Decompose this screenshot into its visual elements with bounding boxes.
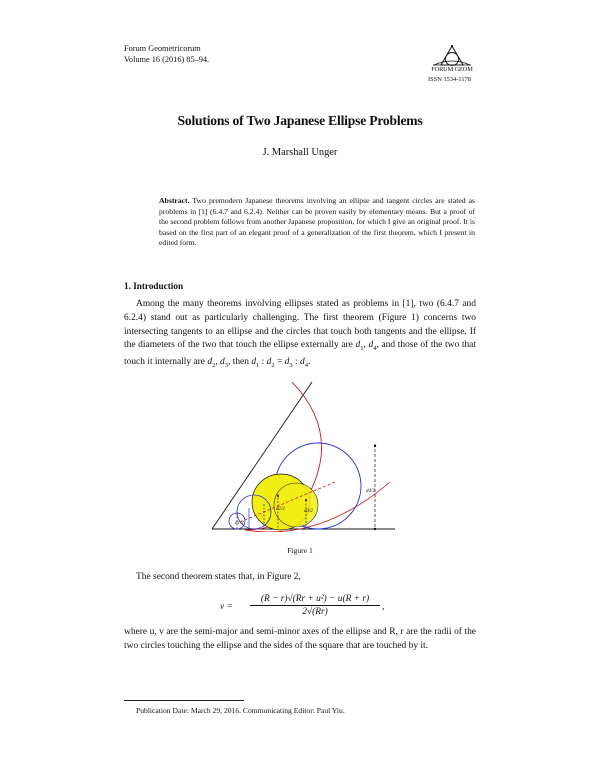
journal-name: Forum Geometricorum [124,44,201,53]
footnote-rule [124,700,244,701]
footnote: Publication Date: March 29, 2016. Communicating Editor: Paul Yiu. [136,706,345,715]
abstract-label: Abstract [159,196,188,205]
logo-text: FORUM GEOM [431,66,473,73]
abstract: Abstract. Two premodern Japanese theorems involving an ellipse and tangent circles are stated as problems in [1] (6.4.7 and 6.2.4). Neither can be proven easily by elementary means. But a proof of the second problem follows from another Japanese proposition, for which I give an original proof. It is based on the first part of an elegant proof of a generalization of the first theorem, which I present in edited form. [159,196,475,247]
abstract-text: Two premodern Japanese theorems involving an ellipse and tangent circles are stated as problems in [1] (6.4.7 and 6.2.4). Neither can be proven easily by elementary means. But a proof of the second problem follows from another Japanese proposition, for which I give an original proof. It is based on the first part of an elegant proof of a generalization of the first theorem, which I present in edited form. [159,196,475,247]
author: J. Marshall Unger [262,147,338,158]
section-heading: 1. Introduction [124,281,184,291]
label-d4: d4/2 [366,489,375,494]
yellow-circle [274,483,318,527]
intro-text: Among the many theorems involving ellipses stated as problems in [1], two (6.4.7 and 6.2.4) stand out as particularly challenging. The first theorem (Figure 1) concerns two intersecting tangents to an ellipse and the circles that touch both tangents and the ellipse. If the diameters of the two that touch the ellipse externally are [124,299,476,351]
journal-volume: Volume 16 (2016) 85–94. [124,54,210,64]
figure-caption: Figure 1 [287,546,313,555]
journal-header [124,44,209,65]
formula-denominator: 2√(Rr) [302,607,328,617]
paper-title: Solutions of Two Japanese Ellipse Problems [177,113,423,128]
second-theorem-text: The second theorem states that, in Figure 2, [136,572,301,582]
figure-1 [200,382,400,532]
label-d2: d2/2 [276,507,285,512]
issn: ISSN 1534-1178 [428,76,471,83]
formula-lhs: v = [220,602,233,612]
formula-numerator: (R − r)√(Rr + u²) − u(R + r) [250,594,380,606]
label-d3: d3/2 [304,509,313,514]
second-theorem-explanation: where u, v are the semi-major and semi-minor axes of the ellipse and R, r are the radii of the two circles touching the ellipse and the sides of the square that are touched by it. [124,627,476,651]
label-d1: d1/2 [235,521,244,526]
intro-mid: , and those of the two that touch it internally are [124,340,476,368]
intro-then: , then [228,357,249,368]
intro-paragraph: Among the many theorems involving ellipses stated as problems in [1], two (6.4.7 and 6.2.4) stand out as particularly challenging. The first theorem (Figure 1) concerns two intersecting tangents to an ellipse and the circles that touch both tangents and the ellipse. If the diameters of the two that touch the ellipse externally are $d_1$, $d_4$, and those of the two that touch it internally are $d_2$, $d_3$, then $d_1$ : $d_2 = d_3$ : $d_4$. [124,299,476,369]
formula: v = $\frac{\text{(R − r)√(Rr + u²) − u(R + r)}}{2√(Rr)}$ , [220,594,385,617]
